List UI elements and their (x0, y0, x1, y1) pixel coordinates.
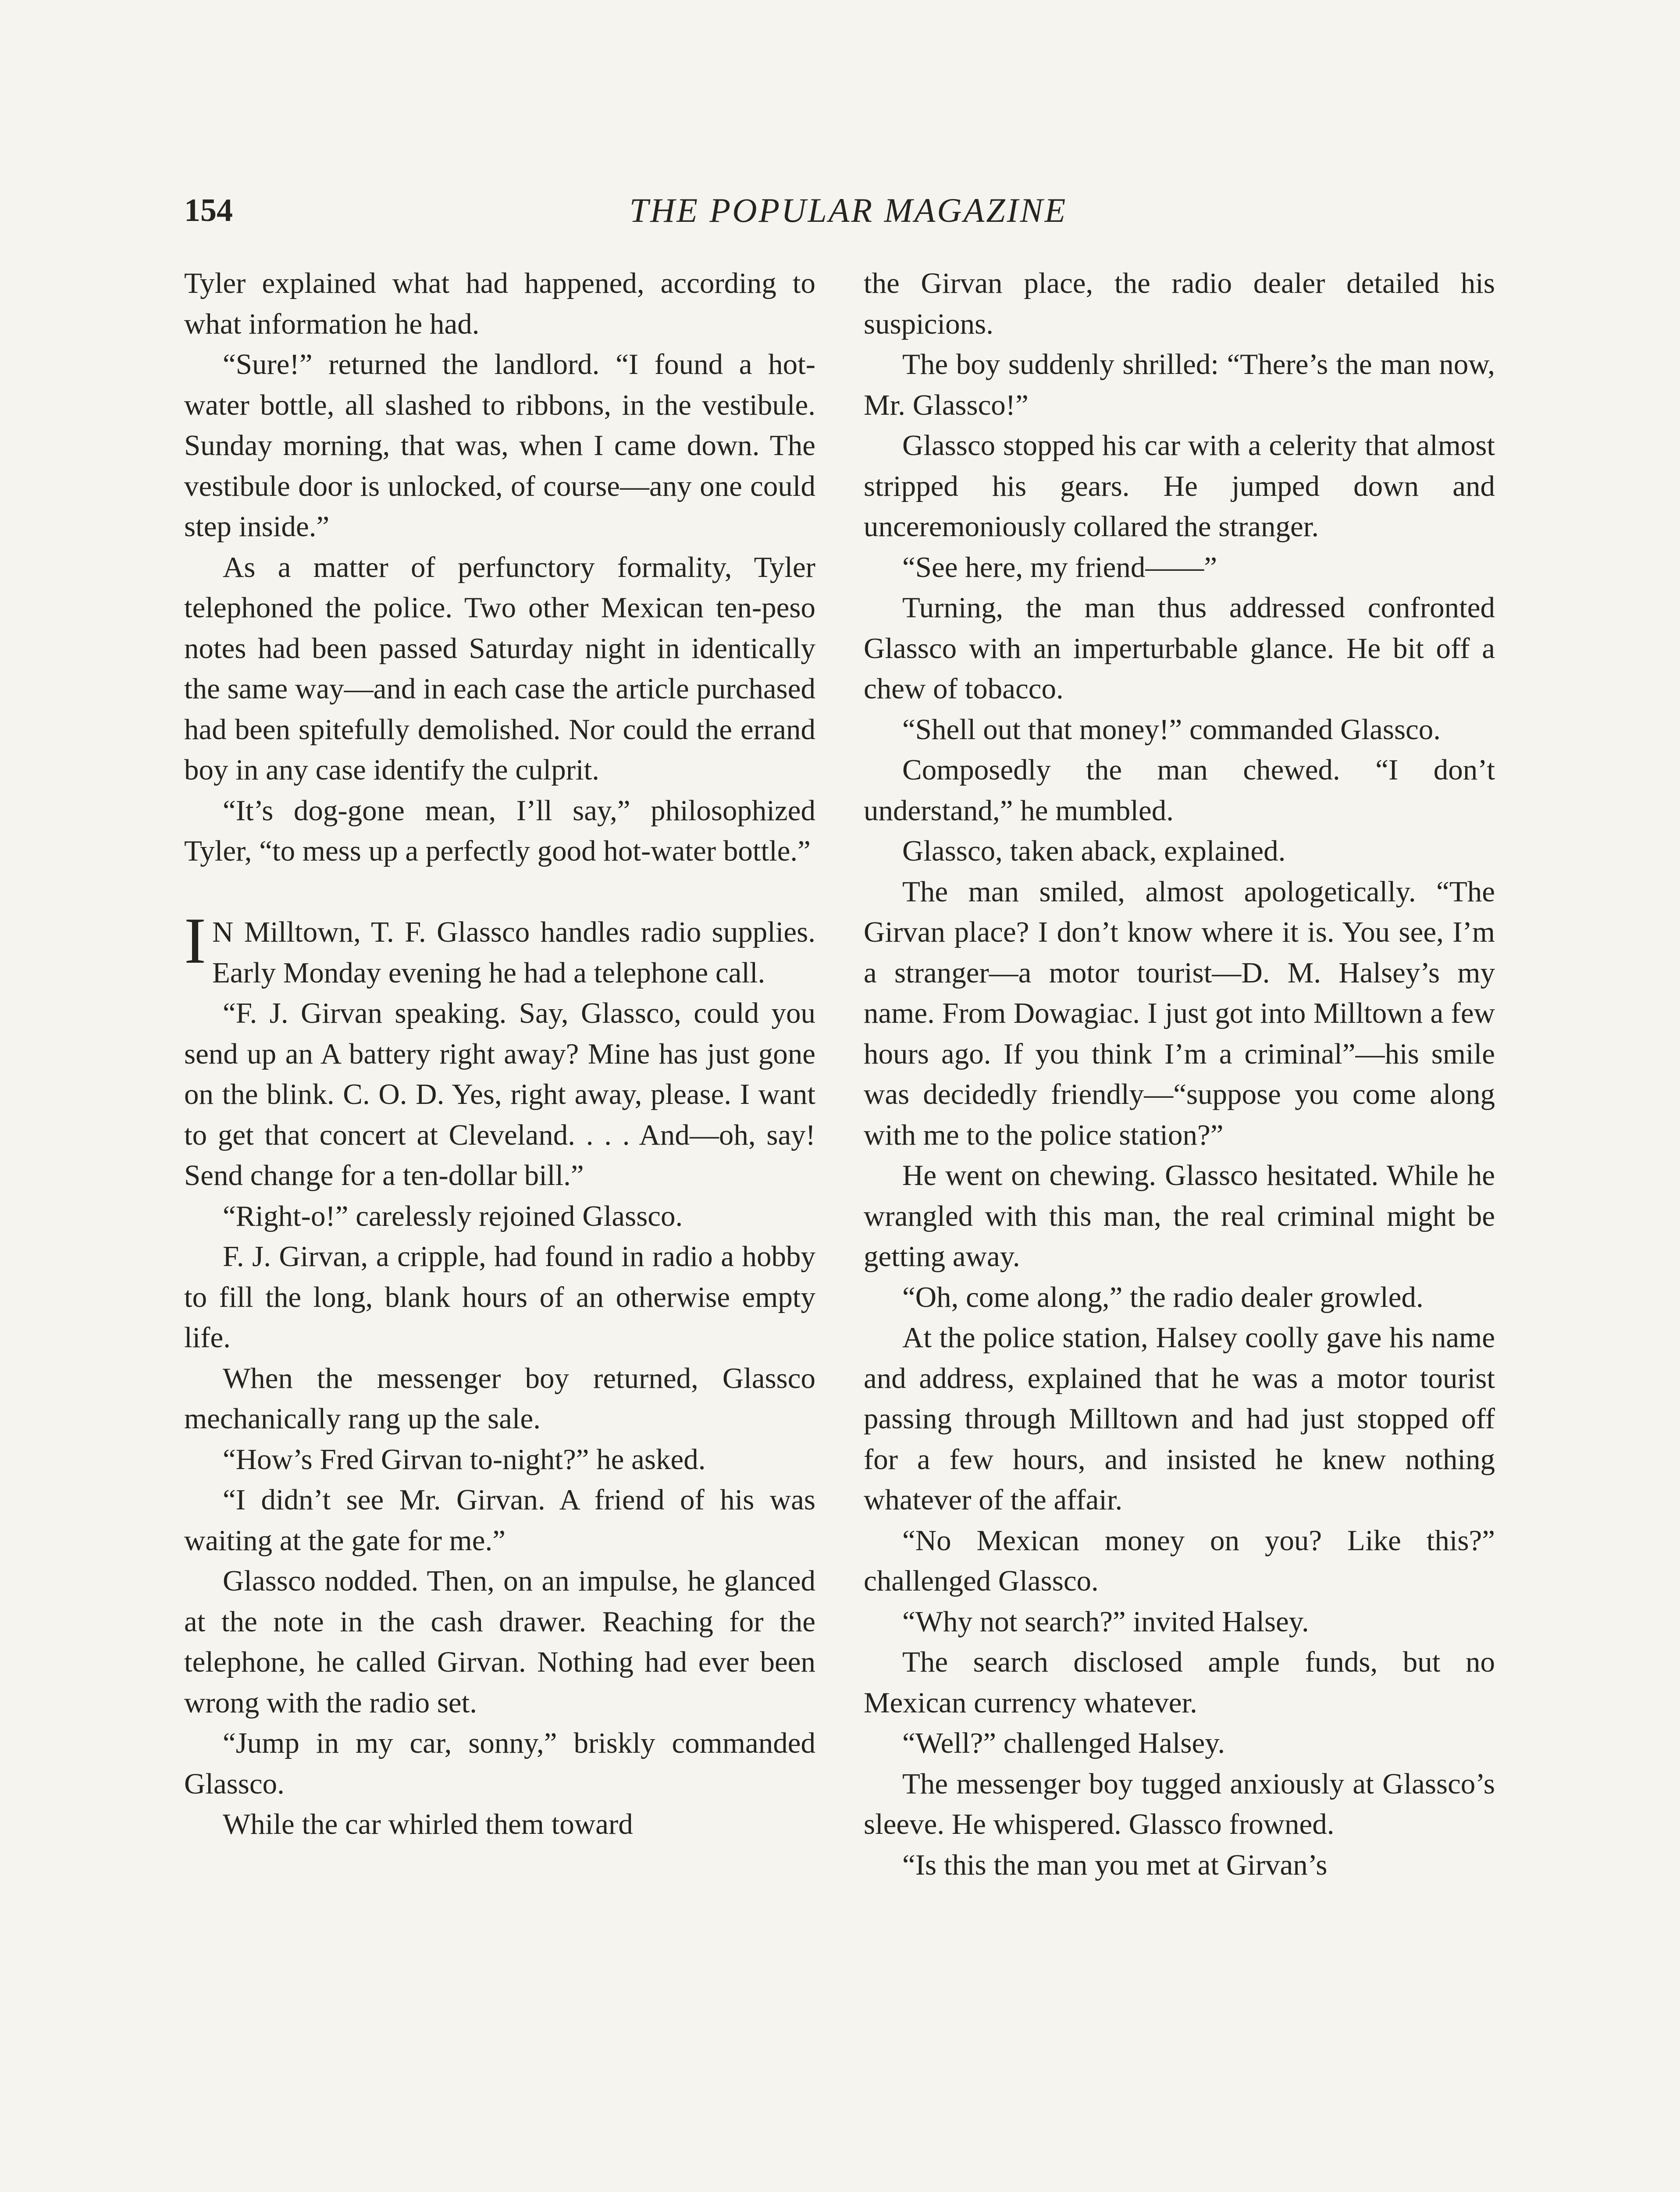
page-number: 154 (184, 192, 233, 228)
section-opening-paragraph (184, 904, 815, 993)
paragraph: At the police station, Halsey coolly gave his name and address, explained that he was a motor tourist passing through Milltown and had just stopped off for a few hours, and insisted he knew nothing whatever of the affair. (864, 1321, 1495, 1516)
paragraph: the Girvan place, the radio dealer detailed his suspicions. (864, 267, 1495, 340)
paragraph: Turning, the man thus addressed confronted Glassco with an imperturbable glance. He bit off a chew of tobacco. (864, 591, 1495, 705)
page-header (184, 189, 1513, 237)
paragraph: “No Mexican money on you? Like this?” challenged Glassco. (864, 1524, 1495, 1597)
paragraph: “It’s dog-gone mean, I’ll say,” philosophized Tyler, “to mess up a perfectly good hot-water bottle.” (184, 794, 815, 867)
paragraph: The search disclosed ample funds, but no Mexican currency whatever. (864, 1646, 1495, 1719)
right-column (864, 263, 1495, 1885)
running-head: THE POPULAR MAGAZINE (629, 191, 1068, 229)
paragraph: “Sure!” returned the landlord. “I found a hot-water bottle, all slashed to ribbons, in the vestibule. Sunday morning, that was, when I came down. The vestibule door is unlocked, of course—any one could step inside.” (184, 348, 815, 543)
drop-cap: I (184, 904, 206, 977)
paragraph: “How’s Fred Girvan to-night?” he asked. (223, 1443, 706, 1476)
paragraph: “Well?” challenged Halsey. (902, 1727, 1225, 1759)
paragraph: The boy suddenly shrilled: “There’s the man now, Mr. Glassco!” (864, 348, 1495, 421)
paragraph: Tyler explained what had happened, according to what information he had. (184, 267, 815, 340)
paragraph: Glassco stopped his car with a celerity that almost stripped his gears. He jumped down and unceremoniously collared the stranger. (864, 429, 1495, 543)
paragraph: “I didn’t see Mr. Girvan. A friend of his was waiting at the gate for me.” (184, 1484, 815, 1557)
paragraph: “F. J. Girvan speaking. Say, Glassco, could you send up an A battery right away? Mine has just gone on the blink. C. O. D. Yes, right away, please. I want to get that concert at Cleveland. . . . And—oh, say! Send change for a ten-dollar bill.” (184, 997, 815, 1192)
paragraph: He went on chewing. Glassco hesitated. While he wrangled with this man, the real criminal might be getting away. (864, 1159, 1495, 1273)
paragraph: “Why not search?” invited Halsey. (902, 1605, 1309, 1638)
paragraph: “See here, my friend——” (902, 551, 1217, 584)
paragraph: “Shell out that money!” commanded Glassco. (902, 713, 1441, 746)
paragraph: When the messenger boy returned, Glassco mechanically rang up the sale. (184, 1362, 815, 1435)
paragraph: Glassco, taken aback, explained. (902, 835, 1286, 867)
paragraph: As a matter of perfunctory formality, Tyler telephoned the police. Two other Mexican ten-peso notes had been passed Saturday night in identically the same way—and in each case the article purchased had been spitefully demolished. Nor could the errand boy in any case identify the culprit. (184, 551, 815, 786)
paragraph: The messenger boy tugged anxiously at Glassco’s sleeve. He whispered. Glassco frowned. (864, 1767, 1495, 1840)
paragraph: The man smiled, almost apologetically. “The Girvan place? I don’t know where it is. You see, I’m a stranger—a motor tourist—D. M. Halsey’s my name. From Dowagiac. I just got into Milltown a few hours ago. If you think I’m a criminal”—his smile was decidedly friendly—“suppose you come along with me to the police station?” (864, 875, 1495, 1151)
paragraph: “Is this the man you met at Girvan’s (902, 1848, 1328, 1881)
paragraph: “Oh, come along,” the radio dealer growled. (902, 1281, 1424, 1313)
paragraph: F. J. Girvan, a cripple, had found in radio a hobby to fill the long, blank hours of an otherwise empty life. (184, 1240, 815, 1354)
paragraph: Glassco nodded. Then, on an impulse, he glanced at the note in the cash drawer. Reaching for the telephone, he called Girvan. Nothing had ever been wrong with the radio set. (184, 1565, 815, 1719)
paragraph: While the car whirled them toward (223, 1808, 633, 1840)
paragraph: “Jump in my car, sonny,” briskly commanded Glassco. (184, 1727, 815, 1800)
paragraph: Composedly the man chewed. “I don’t understand,” he mumbled. (864, 754, 1495, 827)
paragraph-text: N Milltown, T. F. Glassco handles radio supplies. Early Monday evening he had a telephone call. (212, 916, 815, 989)
paragraph: “Right-o!” carelessly rejoined Glassco. (223, 1199, 683, 1232)
left-column (184, 263, 815, 1845)
